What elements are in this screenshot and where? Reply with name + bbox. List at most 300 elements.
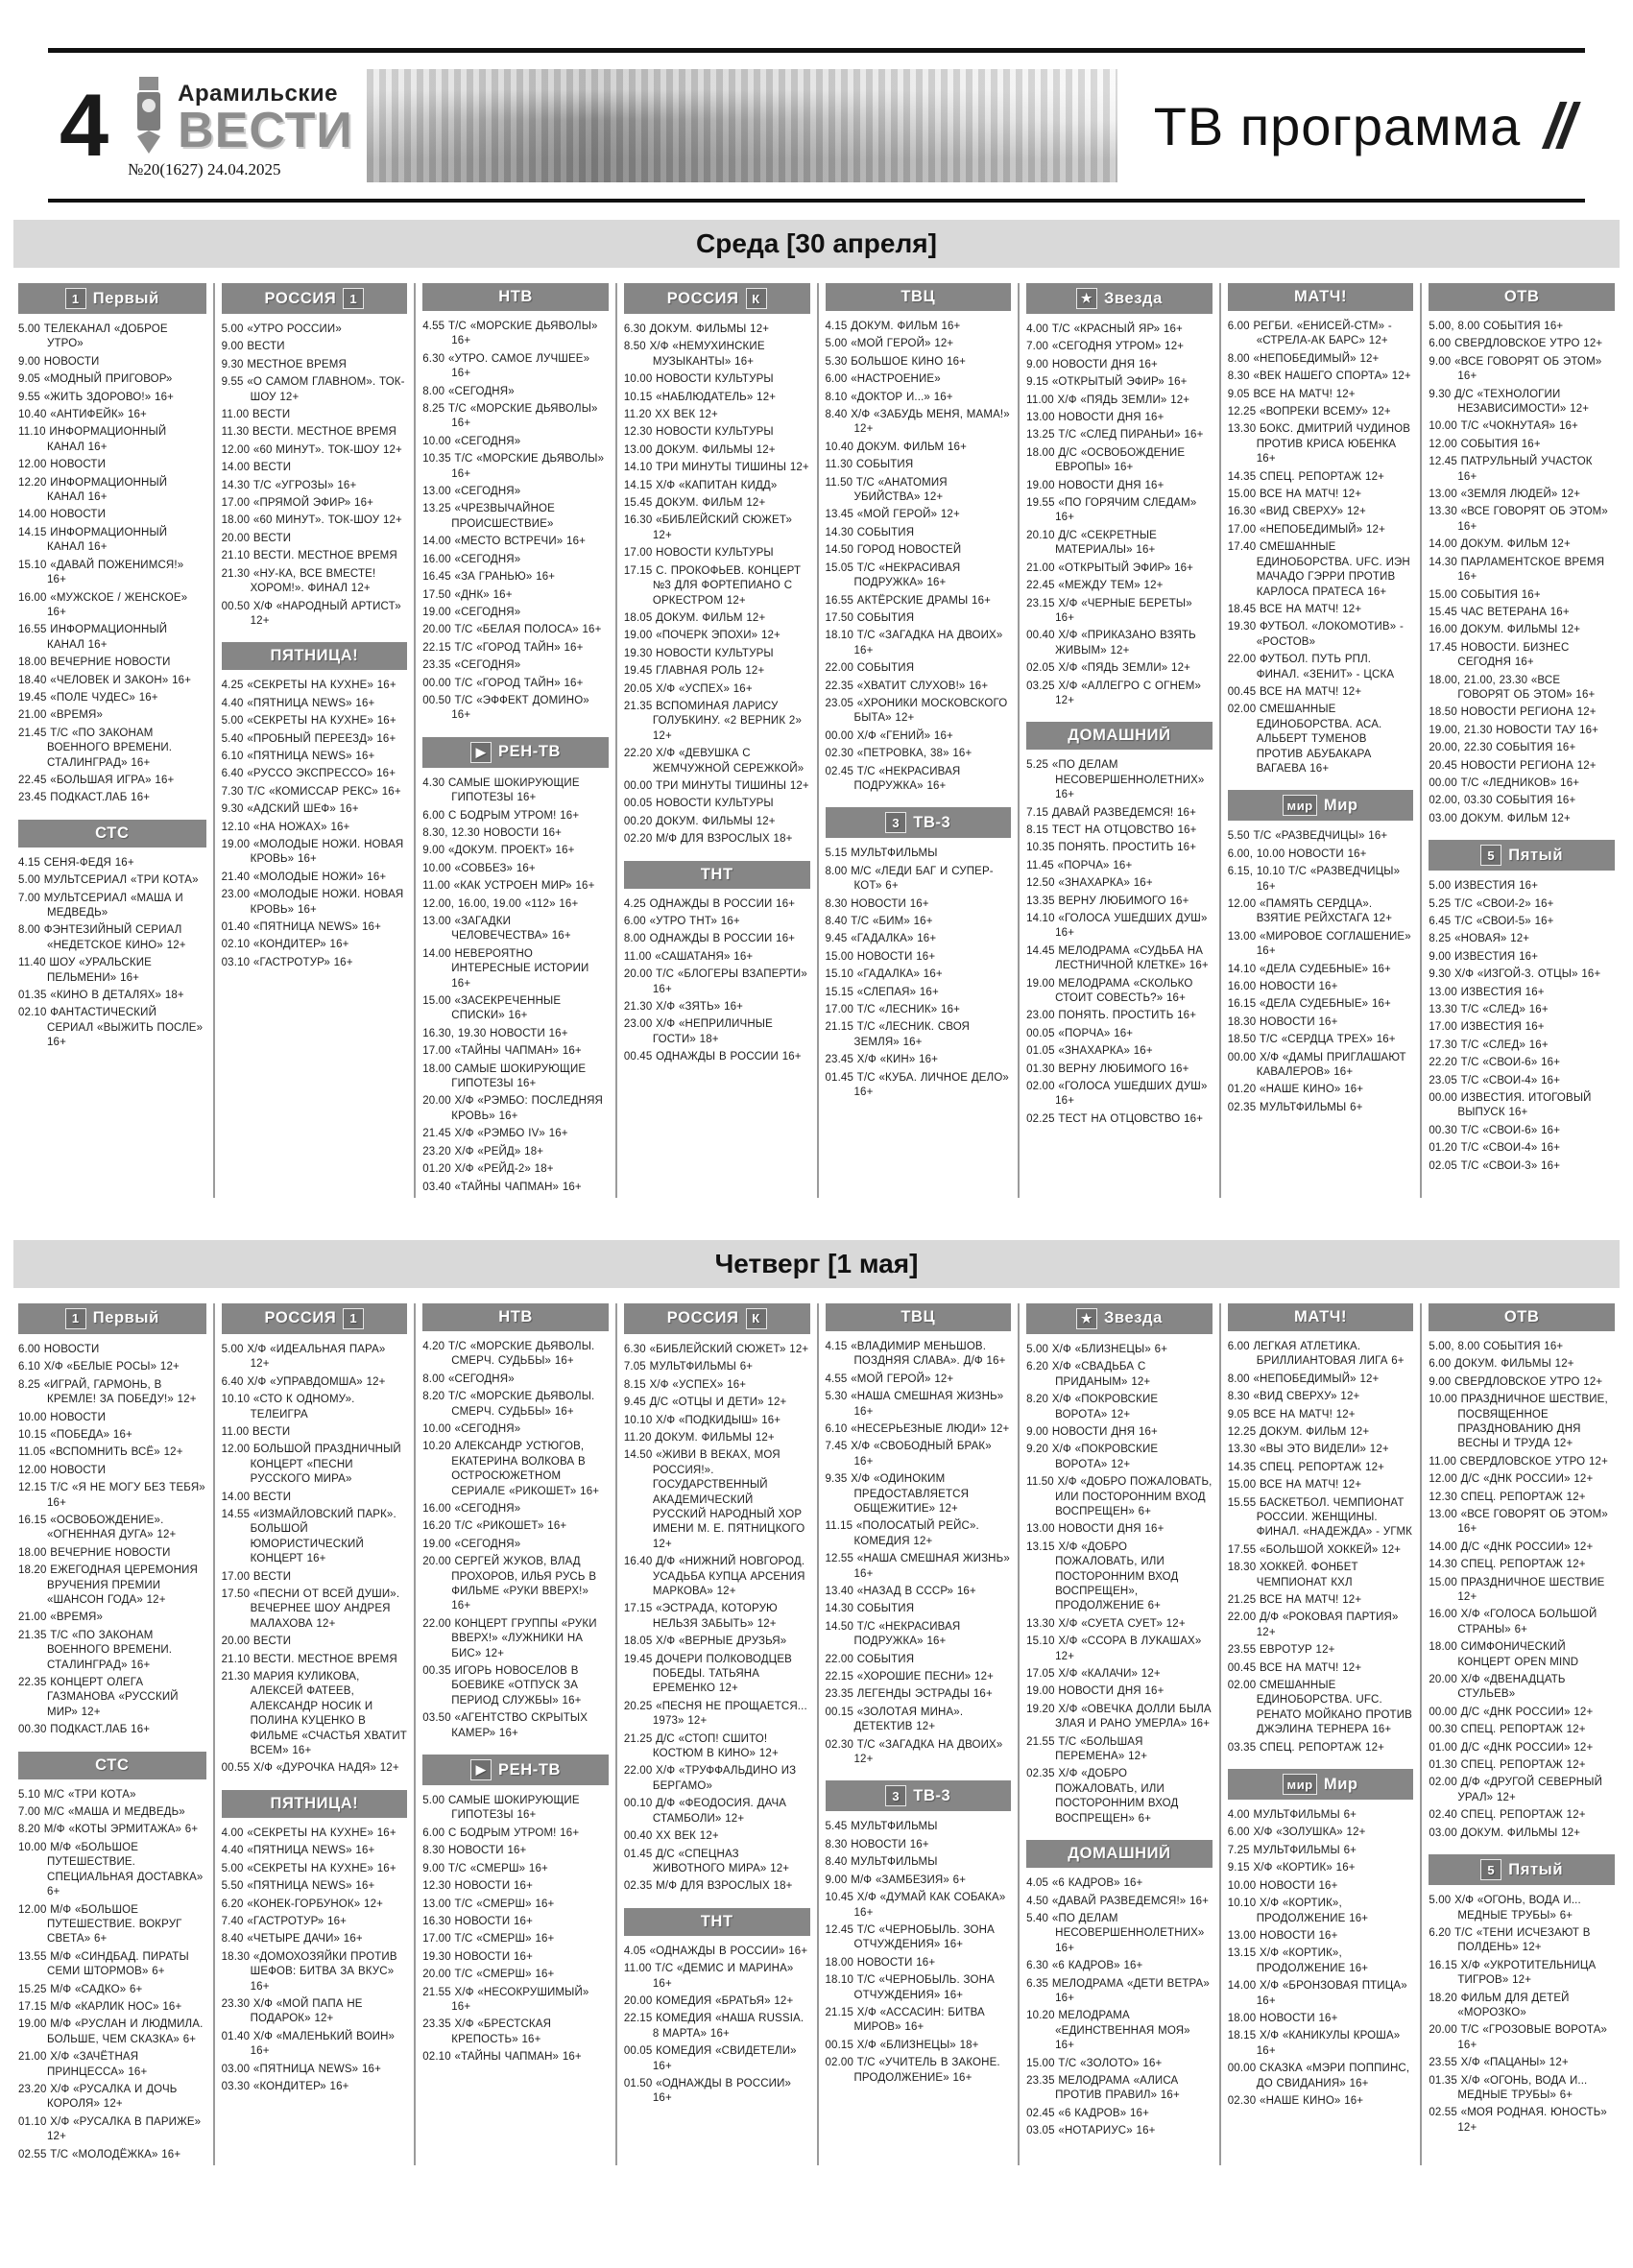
program-item: 00.15 «ЗОЛОТАЯ МИНА». ДЕТЕКТИВ 12+ [825,1706,964,1733]
program-item: 10.00 «СОВБЕЗ» 16+ [422,862,536,874]
program-item: 12.30 НОВОСТИ КУЛЬТУРЫ [623,426,774,439]
program-item: 22.00 КОНЦЕРТ ГРУППЫ «РУКИ ВВЕРХ!» «ЛУЖНИКИ НА БИС» 12+ [422,1617,597,1659]
program-item: 13.00 Т/С «СМЕРШ» 16+ [422,1898,555,1910]
program-item: 18.00 САМЫЕ ШОКИРУЮЩИЕ ГИПОТЕЗЫ 16+ [422,1062,587,1090]
program-item: 14.30 СОБЫТИЯ [825,1603,915,1615]
pyatiy-logo-icon: 5 [1480,1859,1501,1880]
program-item: 6.00 С БОДРЫМ УТРОМ! 16+ [422,809,580,822]
program-item: 18.45 ВСЕ НА МАТЧ! 12+ [1227,603,1362,615]
program-item: 11.00 «КАК УСТРОЕН МИР» 16+ [422,880,595,893]
program-item: 9.00 М/Ф «ЗАМБЕЗИЯ» 6+ [825,1874,967,1886]
program-item: 18.00 ВЕЧЕРНИЕ НОВОСТИ [18,657,171,669]
channel-header-tv3 [826,807,1012,838]
listing-column [12,1303,213,2165]
program-item: 15.10 «ДАВАЙ ПОЖЕНИМСЯ!» 16+ [18,559,184,586]
program-item: 8.20 Т/С «МОРСКИЕ ДЬЯВОЛЫ. СМЕРЧ. СУДЬБЫ» 16+ [422,1391,595,1418]
program-item: 23.35 МЕЛОДРАМА «АЛИСА ПРОТИВ ПРАВИЛ» 16+ [1026,2074,1180,2102]
program-item: 15.00 ВСЕ НА МАТЧ! 12+ [1227,1479,1362,1492]
program-item: 22.20 Т/С «СВОИ-6» 16+ [1429,1057,1561,1069]
program-item: 8.30 НОВОСТИ 16+ [825,897,929,910]
program-item: 12.00, 16.00, 19.00 «112» 16+ [422,897,579,910]
pyatiy-logo-icon: 5 [1480,845,1501,866]
program-item: 22.00 ФУТБОЛ. ПУТЬ РПЛ. ФИНАЛ. «ЗЕНИТ» - ЦСКА [1227,654,1395,680]
listing-column [817,283,1019,1198]
program-item: 21.00 Х/Ф «ЗАЧЁТНАЯ ПРИНЦЕССА» 16+ [18,2051,148,2078]
program-item: 12.50 «ЗНАХАРКА» 16+ [1026,877,1153,890]
program-item: 6.15, 10.10 Т/С «РАЗВЕДЧИЦЫ» 16+ [1227,866,1401,893]
program-item: 6.30 ДОКУМ. ФИЛЬМЫ 12+ [623,323,770,335]
program-item: 00.30 ПОДКАСТ.ЛАБ 16+ [18,1724,151,1736]
program-item: 02.00 Т/С «УЧИТЕЛЬ В ЗАКОНЕ. ПРОДОЛЖЕНИЕ» 16+ [825,2057,1000,2084]
program-item: 11.30 СОБЫТИЯ [825,459,914,471]
program-item: 12.00 «ПАМЯТЬ СЕРДЦА». ВЗЯТИЕ РЕЙХСТАГА 12+ [1227,898,1393,925]
program-item: 9.05 ВСЕ НА МАТЧ! 12+ [1227,1408,1356,1420]
channel-name: Первый [92,289,159,307]
program-item: 18.50 Т/С «СЕРДЦА ТРЕХ» 16+ [1227,1034,1396,1046]
program-item: 6.00 НОВОСТИ [18,1343,100,1355]
program-item: 00.55 Х/Ф «ДУРОЧКА НАДЯ» 12+ [221,1762,399,1775]
program-item: 17.15 «ЭСТРАДА, КОТОРУЮ НЕЛЬЗЯ ЗАБЫТЬ» 12+ [623,1603,778,1630]
program-item: 16.30 «ВИД СВЕРХУ» 12+ [1227,506,1366,518]
program-item: 22.15 Т/С «ГОРОД ТАЙН» 16+ [422,641,584,654]
channel-name: ДОМАШНИЙ [1068,1845,1171,1863]
program-item: 4.00 МУЛЬТФИЛЬМЫ 6+ [1227,1809,1357,1822]
program-item: 17.15 С. ПРОКОФЬЕВ. КОНЦЕРТ №3 ДЛЯ ФОРТЕПИАНО С ОРКЕСТРОМ 12+ [623,564,802,607]
program-item: 5.00 ТЕЛЕКАНАЛ «ДОБРОЕ УТРО» [18,323,168,350]
channel-header-sts [18,1752,206,1779]
program-item: 14.30 Т/С «УГРОЗЫ» 16+ [221,479,357,491]
program-item: 00.20 ДОКУМ. ФИЛЬМЫ 12+ [623,815,776,827]
program-item: 14.45 МЕЛОДРАМА «СУДЬБА НА ЛЕСТНИЧНОЙ КЛЕТКЕ» 16+ [1026,944,1209,972]
program-item: 19.00 «ПОЧЕРК ЭПОХИ» 12+ [623,630,780,642]
program-item: 01.40 Х/Ф «МАЛЕНЬКИЙ ВОИН» 16+ [221,2030,396,2058]
program-item: 00.10 Д/Ф «ФЕОДОСИЯ. ДАЧА СТАМБОЛИ» 12+ [623,1798,787,1825]
program-item: 13.00 НОВОСТИ ДНЯ 16+ [1026,412,1165,424]
program-item: 23.15 Х/Ф «ЧЕРНЫЕ БЕРЕТЫ» 16+ [1026,597,1192,624]
program-item: 4.50 «ДАВАЙ РАЗВЕДЕМСЯ!» 16+ [1026,1895,1210,1907]
program-item: 8.50 Х/Ф «НЕМУХИНСКИЕ МУЗЫКАНТЫ» 16+ [623,341,765,368]
program-item: 13.15 Х/Ф «ДОБРО ПОЖАЛОВАТЬ, ИЛИ ПОСТОРОННИМ ВХОД ВОСПРЕЩЕН», ПРОДОЛЖЕНИЕ 6+ [1026,1540,1179,1612]
program-item: 02.20 М/Ф ДЛЯ ВЗРОСЛЫХ 18+ [623,833,793,846]
program-item: 00.50 Х/Ф «НАРОДНЫЙ АРТИСТ» 12+ [221,600,401,627]
program-item: 6.00 РЕГБИ. «ЕНИСЕЙ-СТМ» - «СТРЕЛА-АК БАРС» 12+ [1227,321,1392,347]
program-item: 7.00 МУЛЬТСЕРИАЛ «МАША И МЕДВЕДЬ» [18,892,183,919]
program-item: 10.10 Х/Ф «ПОДКИДЫШ» 16+ [623,1414,781,1426]
listing-column [1018,1303,1219,2165]
program-item: 4.00 «СЕКРЕТЫ НА КУХНЕ» 16+ [221,1826,396,1839]
program-item: 15.00 ПРАЗДНИЧНОЕ ШЕСТВИЕ 12+ [1429,1576,1605,1603]
program-item: 19.00 НОВОСТИ ДНЯ 16+ [1026,479,1165,491]
program-item: 13.55 М/Ф «СИНДБАД. ПИРАТЫ СЕМИ ШТОРМОВ» 6+ [18,1950,189,1978]
program-item: 8.20 Х/Ф «ПОКРОВСКИЕ ВОРОТА» 12+ [1026,1394,1159,1420]
channel-name: Пятый [1508,1860,1564,1878]
program-item: 14.55 «ИЗМАЙЛОВСКИЙ ПАРК». БОЛЬШОЙ ЮМОРИСТИЧЕСКИЙ КОНЦЕРТ 16+ [221,1508,396,1565]
program-item: 4.15 «ВЛАДИМИР МЕНЬШОВ. ПОЗДНЯЯ СЛАВА». Д/Ф 16+ [825,1340,1006,1368]
program-item: 11.40 ШОУ «УРАЛЬСКИЕ ПЕЛЬМЕНИ» 16+ [18,957,152,984]
channel-name: РОССИЯ [666,289,739,307]
program-item: 15.00 НОВОСТИ 16+ [825,950,936,963]
program-item: 22.00 СОБЫТИЯ [825,1653,915,1665]
program-item: 9.20 Х/Ф «ПОКРОВСКИЕ ВОРОТА» 12+ [1026,1444,1159,1470]
program-item: 20.45 НОВОСТИ РЕГИОНА 12+ [1429,759,1597,772]
channel-header-zvezda [1026,1303,1213,1334]
program-item: 00.00 Х/Ф «ГЕНИЙ» 16+ [825,729,953,742]
program-item: 16.55 ИНФОРМАЦИОННЫЙ КАНАЛ 16+ [18,624,168,651]
program-item: 18.00 ВЕЧЕРНИЕ НОВОСТИ [18,1546,171,1559]
program-item: 12.15 Т/С «Я НЕ МОГУ БЕЗ ТЕБЯ» 16+ [18,1482,205,1509]
program-item: 5.00, 8.00 СОБЫТИЯ 16+ [1429,321,1564,332]
program-item: 14.10 ТРИ МИНУТЫ ТИШИНЫ 12+ [623,462,809,474]
channel-name: РОССИЯ [264,1309,337,1327]
mir-logo-icon: мир [1283,795,1316,816]
program-item: 18.50 НОВОСТИ РЕГИОНА 12+ [1429,706,1597,719]
channel-header-mir [1228,1769,1414,1800]
program-item: 13.00 ДОКУМ. ФИЛЬМЫ 12+ [623,443,776,456]
program-item: 22.35 КОНЦЕРТ ОЛЕГА ГАЗМАНОВА «РУССКИЙ МИР» 12+ [18,1677,179,1718]
program-item: 16.55 АКТЁРСКИЕ ДРАМЫ 16+ [825,594,991,607]
program-item: 02.00 Д/Ф «ДРУГОЙ СЕВЕРНЫЙ УРАЛ» 12+ [1429,1777,1603,1803]
channel-name: ТНТ [700,1912,733,1930]
zvezda-logo-icon: ★ [1076,1308,1097,1329]
channel-header-otv [1429,1303,1615,1331]
program-item: 14.00 Х/Ф «БРОНЗОВАЯ ПТИЦА» 16+ [1227,1980,1407,2007]
channel-name: СТС [95,824,130,842]
decorative-slashes: // [1544,90,1572,161]
program-item: 00.15 Х/Ф «БЛИЗНЕЦЫ» 18+ [825,2039,979,2051]
channel-name: СТС [95,1755,130,1774]
program-item: 20.10 Д/С «СЕКРЕТНЫЕ МАТЕРИАЛЫ» 16+ [1026,529,1157,557]
rossiyak-logo-icon: К [746,288,767,309]
program-item: 14.00 ВЕСТИ [221,1491,292,1503]
program-item: 7.00 «СЕГОДНЯ УТРОМ» 12+ [1026,341,1185,353]
program-item: 4.30 САМЫЕ ШОКИРУЮЩИЕ ГИПОТЕЗЫ 16+ [422,776,580,804]
listing-column [414,1303,615,2165]
program-item: 00.40 XX ВЕК 12+ [623,1830,719,1843]
program-item: 23.05 «ХРОНИКИ МОСКОВСКОГО БЫТА» 12+ [825,697,1008,725]
program-item: 18.15 Х/Ф «КАНИКУЛЫ КРОША» 16+ [1227,2030,1401,2057]
program-item: 13.25 Т/С «СЛЕД ПИРАНЬИ» 16+ [1026,429,1204,442]
program-item: 18.00 Д/С «ОСВОБОЖДЕНИЕ ЕВРОПЫ» 16+ [1026,446,1186,474]
program-item: 6.10 Х/Ф «БЕЛЫЕ РОСЫ» 12+ [18,1361,180,1373]
program-item: 18.00, 21.00, 23.30 «ВСЕ ГОВОРЯТ ОБ ЭТОМ» 16+ [1429,674,1596,701]
issue-number: №20(1627) 24.04.2025 [128,159,281,179]
channel-header-tvc [826,283,1012,311]
program-item: 11.20 ДОКУМ. ФИЛЬМЫ 12+ [623,1431,775,1444]
program-item: 16.00 НОВОСТИ 16+ [1227,981,1338,993]
program-item: 00.05 НОВОСТИ КУЛЬТУРЫ [623,798,774,810]
program-item: 23.55 ЕВРОТУР 12+ [1227,1644,1335,1657]
channel-header-rossiya1 [222,283,408,314]
program-item: 15.15 «СЛЕПАЯ» 16+ [825,986,939,998]
program-item: 13.45 «МОЙ ГЕРОЙ» 12+ [825,509,960,521]
program-item: 01.45 Т/С «КУБА. ЛИЧНОЕ ДЕЛО» 16+ [825,1071,1009,1099]
channel-name: РЕН-ТВ [498,1760,562,1779]
program-item: 8.00 ОДНАЖДЫ В РОССИИ 16+ [623,933,796,945]
program-item: 6.30 «УТРО. САМОЕ ЛУЧШЕЕ» 16+ [422,352,590,380]
program-item: 9.30 Д/С «ТЕХНОЛОГИИ НЕЗАВИСИМОСТИ» 12+ [1429,388,1590,416]
program-item: 19.00 МЕЛОДРАМА «СКОЛЬКО СТОИТ СОВЕСТЬ?» 16+ [1026,977,1193,1005]
program-item: 7.40 «ГАСТРОТУР» 16+ [221,1915,348,1927]
program-item: 10.20 АЛЕКСАНДР УСТЮГОВ, ЕКАТЕРИНА ВОЛКОВА В ОСТРОСЮЖЕТНОМ СЕРИАЛЕ «РИКОШЕТ» 16+ [422,1441,600,1497]
listing-column [817,1303,1019,2165]
program-item: 20.00, 22.30 СОБЫТИЯ 16+ [1429,742,1576,754]
listings-grid-1 [0,1288,1633,2190]
program-item: 12.20 ИНФОРМАЦИОННЫЙ КАНАЛ 16+ [18,476,168,504]
program-item: 15.45 ДОКУМ. ФИЛЬМ 12+ [623,497,766,510]
program-item: 8.15 Х/Ф «УСПЕХ» 16+ [623,1378,747,1391]
program-item: 14.00 Д/С «ДНК РОССИИ» 12+ [1429,1540,1594,1553]
program-item: 23.45 Х/Ф «КИН» 16+ [825,1054,939,1066]
program-item: 8.00 «СЕГОДНЯ» [422,1373,515,1385]
program-item: 11.00 Х/Ф «ПЯДЬ ЗЕМЛИ» 12+ [1026,394,1190,406]
program-item: 02.10 «КОНДИТЕР» 16+ [221,939,349,951]
program-item: 18.30 «ДОМОХОЗЯЙКИ ПРОТИВ ШЕФОВ: БИТВА ЗА ВКУС» 16+ [221,1950,397,1993]
channel-name: ТНТ [700,865,733,883]
program-item: 7.15 ДАВАЙ РАЗВЕДЕМСЯ! 16+ [1026,806,1196,819]
program-item: 8.30 НОВОСТИ 16+ [422,1845,527,1857]
program-item: 23.20 Х/Ф «РЕЙД» 18+ [422,1145,544,1158]
zvezda-logo-icon: ★ [1076,288,1097,309]
channel-name: НТВ [498,1307,533,1325]
program-item: 10.45 Х/Ф «ДУМАЙ КАК СОБАКА» 16+ [825,1892,1006,1919]
program-item: 20.00 КОМЕДИЯ «БРАТЬЯ» 12+ [623,1994,794,2007]
listing-column [414,283,615,1198]
program-item: 13.00 НОВОСТИ ДНЯ 16+ [1026,1523,1165,1536]
channel-header-rossiyak [624,283,810,314]
program-item: 5.00 «МОЙ ГЕРОЙ» 12+ [825,338,954,350]
program-item: 5.00 «СЕКРЕТЫ НА КУХНЕ» 16+ [221,1862,396,1874]
listing-column [213,283,415,1198]
program-item: 11.15 «ПОЛОСАТЫЙ РЕЙС». КОМЕДИЯ 12+ [825,1520,979,1547]
program-item: 19.00, 21.30 НОВОСТИ ТАУ 16+ [1429,724,1599,736]
program-item: 14.50 ГОРОД НОВОСТЕЙ [825,544,962,557]
program-item: 11.50 Х/Ф «ДОБРО ПОЖАЛОВАТЬ, ИЛИ ПОСТОРОННИМ ВХОД ВОСПРЕЩЕН» 6+ [1026,1476,1213,1517]
program-item: 00.00 ТРИ МИНУТЫ ТИШИНЫ 12+ [623,779,809,792]
program-item: 17.00 «ТАЙНЫ ЧАПМАН» 16+ [422,1045,582,1058]
program-item: 6.30 «БИБЛЕЙСКИЙ СЮЖЕТ» 12+ [623,1343,809,1355]
program-item: 5.30 БОЛЬШОЕ КИНО 16+ [825,355,967,368]
program-item: 4.55 Т/С «МОРСКИЕ ДЬЯВОЛЫ» 16+ [422,321,598,347]
channel-name: Пятый [1508,846,1564,864]
program-item: 20.00 Т/С «БЕЛАЯ ПОЛОСА» 16+ [422,624,602,636]
channel-name: РОССИЯ [666,1309,739,1327]
program-item: 21.15 Т/С «ЛЕСНИК. СВОЯ ЗЕМЛЯ» 16+ [825,1021,971,1048]
program-item: 9.05 «МОДНЫЙ ПРИГОВОР» [18,373,173,386]
program-item: 20.25 «ПЕСНЯ НЕ ПРОЩАЕТСЯ... 1973» 12+ [623,1700,807,1728]
program-item: 13.30 БОКС. ДМИТРИЙ ЧУДИНОВ ПРОТИВ КРИСА ЮБЕНКА 16+ [1227,423,1411,466]
program-item: 19.55 «ПО ГОРЯЧИМ СЛЕДАМ» 16+ [1026,497,1197,524]
program-item: 13.30 Х/Ф «СУЕТА СУЕТ» 12+ [1026,1617,1186,1630]
program-item: 18.00 СИМФОНИЧЕСКИЙ КОНЦЕРТ OPEN MIND [1429,1641,1579,1668]
channel-header-zvezda [1026,283,1213,314]
program-item: 10.40 ДОКУМ. ФИЛЬМ 16+ [825,441,967,453]
channel-header-match [1228,1303,1414,1331]
rossiya1-logo-icon: 1 [343,1308,364,1329]
program-item: 9.35 Х/Ф «ОДИНОКИМ ПРЕДОСТАВЛЯЕТСЯ ОБЩЕЖИТИЕ» 12+ [825,1473,970,1515]
program-item: 17.15 М/Ф «КАРЛИК НОС» 16+ [18,2000,182,2013]
channel-header-rentv [422,737,609,768]
program-item: 15.10 «ГАДАЛКА» 16+ [825,968,943,981]
program-item: 02.00 СМЕШАННЫЕ ЕДИНОБОРСТВА. UFC. РЕНАТО МОЙКАНО ПРОТИВ ДЖЭЛИНА ТЕРНЕРА 16+ [1227,1680,1412,1736]
listings-grid-0 [0,268,1633,1223]
program-item: 19.00 М/Ф «РУСЛАН И ЛЮДМИЛА. БОЛЬШЕ, ЧЕМ СКАЗКА» 6+ [18,2018,204,2045]
program-item: 21.10 ВЕСТИ. МЕСТНОЕ ВРЕМЯ [221,1653,397,1665]
program-item: 00.45 ВСЕ НА МАТЧ! 12+ [1227,685,1362,698]
program-item: 10.10 Х/Ф «КОРТИК», ПРОДОЛЖЕНИЕ 16+ [1227,1898,1369,1924]
program-item: 5.00 Х/Ф «ОГОНЬ, ВОДА И... МЕДНЫЕ ТРУБЫ» 6+ [1429,1895,1581,1922]
program-item: 17.40 СМЕШАННЫЕ ЕДИНОБОРСТВА. UFC. ИЭН МАЧАДО ГЭРРИ ПРОТИВ КАРЛОСА ПРАТЕСА 16+ [1227,541,1410,598]
tv-listings [0,220,1633,2190]
program-item: 10.00 НОВОСТИ 16+ [1227,1879,1338,1892]
program-item: 8.20 М/Ф «КОТЫ ЭРМИТАЖА» 6+ [18,1824,199,1836]
channel-name: ТВЦ [901,1307,936,1325]
program-item: 12.30 СПЕЦ. РЕПОРТАЖ 12+ [1429,1491,1586,1503]
program-item: 18.20 ФИЛЬМ ДЛЯ ДЕТЕЙ «МОРОЗКО» [1429,1992,1570,2018]
channel-header-pyatnica [222,1790,408,1818]
program-item: 02.35 Х/Ф «ДОБРО ПОЖАЛОВАТЬ, ИЛИ ПОСТОРОННИМ ВХОД ВОСПРЕЩЕН» 6+ [1026,1768,1179,1825]
program-item: 03.40 «ТАЙНЫ ЧАПМАН» 16+ [422,1181,582,1193]
program-item: 16.45 «ЗА ГРАНЬЮ» 16+ [422,571,556,584]
program-item: 03.10 «ГАСТРОТУР» 16+ [221,956,353,968]
program-item: 4.20 Т/С «МОРСКИЕ ДЬЯВОЛЫ. СМЕРЧ. СУДЬБЫ» 16+ [422,1340,595,1368]
city-panorama-photo [367,69,1117,182]
program-item: 14.00 ДОКУМ. ФИЛЬМ 12+ [1429,538,1571,551]
program-item: 15.00 СОБЫТИЯ 16+ [1429,588,1541,601]
program-item: 12.00 НОВОСТИ [18,459,107,471]
program-item: 12.00 «60 МИНУТ». ТОК-ШОУ 12+ [221,443,402,456]
program-item: 6.45 Т/С «СВОИ-5» 16+ [1429,916,1554,927]
program-item: 14.35 СПЕЦ. РЕПОРТАЖ 12+ [1227,470,1385,483]
program-item: 00.30 СПЕЦ. РЕПОРТАЖ 12+ [1429,1724,1586,1736]
program-item: 16.00 «СЕГОДНЯ» [422,553,521,565]
program-item: 9.00 «ДОКУМ. ПРОЕКТ» 16+ [422,845,575,857]
program-item: 10.00 «СЕГОДНЯ» [422,1422,521,1435]
program-item: 6.00 С БОДРЫМ УТРОМ! 16+ [422,1826,580,1839]
program-item: 03.05 «НОТАРИУС» 16+ [1026,2125,1156,2137]
program-item: 19.45 ДОЧЕРИ ПОЛКОВОДЦЕВ ПОБЕДЫ. ТАТЬЯНА ЕРЕМЕНКО 12+ [623,1653,792,1695]
listing-column [12,283,213,1198]
rossiya1-logo-icon: 1 [343,288,364,309]
program-item: 02.30 «ПЕТРОВКА, 38» 16+ [825,748,973,760]
program-item: 02.35 МУЛЬТФИЛЬМЫ 6+ [1227,1101,1363,1113]
program-item: 6.30 «6 КАДРОВ» 16+ [1026,1960,1143,1972]
program-item: 02.35 М/Ф ДЛЯ ВЗРОСЛЫХ 18+ [623,1880,793,1893]
program-item: 21.25 ВСЕ НА МАТЧ! 12+ [1227,1594,1362,1606]
program-item: 20.00 Т/С «БЛОГЕРЫ ВЗАПЕРТИ» 16+ [623,968,807,995]
program-item: 14.30 СОБЫТИЯ [825,526,915,538]
program-item: 17.00 ИЗВЕСТИЯ 16+ [1429,1021,1545,1034]
channel-name: Звезда [1103,289,1163,307]
program-item: 03.00 «ПЯТНИЦА NEWS» 16+ [221,2063,381,2075]
program-item: 19.30 НОВОСТИ КУЛЬТУРЫ [623,647,774,659]
program-item: 14.15 ИНФОРМАЦИОННЫЙ КАНАЛ 16+ [18,526,168,554]
program-item: 12.25 «ВОПРЕКИ ВСЕМУ» 12+ [1227,406,1391,418]
channel-header-pervyi [18,1303,206,1334]
channel-header-tnt [624,861,810,889]
program-item: 4.15 ДОКУМ. ФИЛЬМ 16+ [825,321,961,332]
program-item: 17.50 «ДНК» 16+ [422,588,513,601]
section-title: ТВ программа [1153,95,1522,156]
program-item: 10.35 ПОНЯТЬ. ПРОСТИТЬ 16+ [1026,842,1197,854]
program-item: 03.35 СПЕЦ. РЕПОРТАЖ 12+ [1227,1741,1385,1754]
program-item: 15.55 БАСКЕТБОЛ. ЧЕМПИОНАТ РОССИИ. ЖЕНЩИНЫ. ФИНАЛ. «НАДЕЖДА» - УГМК [1227,1496,1413,1539]
program-item: 12.45 Т/С «ЧЕРНОБЫЛЬ. ЗОНА ОТЧУЖДЕНИЯ» 16+ [825,1923,995,1951]
program-item: 10.00 НОВОСТИ КУЛЬТУРЫ [623,373,774,386]
program-item: 00.05 КОМЕДИЯ «СВИДЕТЕЛИ» 16+ [623,2045,797,2072]
program-item: 18.30 НОВОСТИ 16+ [1227,1015,1338,1028]
program-item: 8.00 «НЕПОБЕДИМЫЙ» 12+ [1227,1373,1380,1385]
channel-header-tnt [624,1908,810,1936]
program-item: 23.00 «МОЛОДЫЕ НОЖИ. НОВАЯ КРОВЬ» 16+ [221,889,404,916]
program-item: 17.00 «ПРЯМОЙ ЭФИР» 16+ [221,497,374,510]
program-item: 03.30 «КОНДИТЕР» 16+ [221,2080,349,2092]
program-item: 21.35 Т/С «ПО ЗАКОНАМ ВОЕННОГО ВРЕМЕНИ. СТАЛИНГРАД» 16+ [18,1629,173,1671]
program-item: 6.20 Х/Ф «СВАДЬБА С ПРИДАНЫМ» 12+ [1026,1361,1151,1388]
program-item: 00.35 ИГОРЬ НОВОСЕЛОВ В БОЕВИКЕ «ОТПУСК ЗА ПЕРИОД СЛУЖБЫ» 16+ [422,1665,582,1707]
program-item: 7.25 МУЛЬТФИЛЬМЫ 6+ [1227,1844,1357,1856]
program-item: 00.40 Х/Ф «ПРИКАЗАНО ВЗЯТЬ ЖИВЫМ» 12+ [1026,630,1196,657]
program-item: 12.00 НОВОСТИ [18,1464,107,1476]
program-item: 9.30 Х/Ф «ИЗГОЙ-3. ОТЦЫ» 16+ [1429,968,1601,981]
program-item: 14.30 ПАРЛАМЕНТСКОЕ ВРЕМЯ 16+ [1429,556,1605,584]
program-item: 7.00 М/С «МАША И МЕДВЕДЬ» [18,1806,185,1819]
program-item: 00.50 Т/С «ЭФФЕКТ ДОМИНО» 16+ [422,694,589,722]
program-item: 4.25 ОДНАЖДЫ В РОССИИ 16+ [623,897,796,910]
program-item: 6.20 Т/С «ТЕНИ ИСЧЕЗАЮТ В ПОЛДЕНЬ» 12+ [1429,1926,1591,1954]
channel-name: ТВЦ [901,288,936,305]
program-item: 13.00 «ВСЕ ГОВОРЯТ ОБ ЭТОМ» 16+ [1429,1508,1608,1536]
program-item: 00.00 Х/Ф «ДАМЫ ПРИГЛАШАЮТ КАВАЛЕРОВ» 16+ [1227,1051,1406,1079]
channel-header-match [1228,283,1414,311]
program-item: 02.00 СМЕШАННЫЕ ЕДИНОБОРСТВА. АСА. АЛЬБЕРТ ТУМЕНОВ ПРОТИВ АБУБАКАРА ВАГАЕВА 16+ [1227,704,1382,775]
program-item: 8.25 «ИГРАЙ, ГАРМОНЬ, В КРЕМЛЕ! ЗА ПОБЕДУ!» 12+ [18,1378,197,1406]
program-item: 9.00 «ВСЕ ГОВОРЯТ ОБ ЭТОМ» 16+ [1429,355,1602,383]
channel-header-ntv [422,283,609,311]
program-item: 11.00 Т/С «ДЕМИС И МАРИНА» 16+ [623,1963,794,1990]
program-item: 13.00 «СЕГОДНЯ» [422,486,521,498]
program-item: 11.00 СВЕРДЛОВСКОЕ УТРО 12+ [1429,1455,1608,1468]
program-item: 02.40 СПЕЦ. РЕПОРТАЖ 12+ [1429,1809,1586,1822]
listing-column [213,1303,415,2165]
channel-name: ПЯТНИЦА! [270,647,359,665]
program-item: 13.30 «ВЫ ЭТО ВИДЕЛИ» 12+ [1227,1444,1389,1456]
program-item: 8.30, 12.30 НОВОСТИ 16+ [422,826,563,839]
program-item: 16.30 НОВОСТИ 16+ [422,1915,533,1927]
program-item: 02.10 ФАНТАСТИЧЕСКИЙ СЕРИАЛ «ВЫЖИТЬ ПОСЛЕ» 16+ [18,1007,204,1049]
program-item: 20.00 ВЕСТИ [221,532,292,544]
program-item: 8.00 М/С «ЛЕДИ БАГ И СУПЕР-КОТ» 6+ [825,865,994,893]
program-item: 19.45 ГЛАВНАЯ РОЛЬ 12+ [623,665,765,678]
program-item: 13.35 ВЕРНУ ЛЮБИМОГО 16+ [1026,895,1189,907]
program-item: 13.00 «МИРОВОЕ СОГЛАШЕНИЕ» 16+ [1227,930,1411,958]
program-item: 6.00 Х/Ф «ЗОЛУШКА» 12+ [1227,1826,1366,1839]
program-item: 20.05 Х/Ф «УСПЕХ» 16+ [623,682,753,695]
program-item: 11.00 «САШАТАНЯ» 16+ [623,950,754,963]
channel-header-mir [1228,790,1414,821]
program-item: 02.55 Т/С «МОЛОДЁЖКА» 16+ [18,2148,181,2161]
program-item: 14.50 «ЖИВИ В ВЕКАХ, МОЯ РОССИЯ!». ГОСУДАРСТВЕННЫЙ АКАДЕМИЧЕСКИЙ РУССКИЙ НАРОДНЫЙ ХОР ИМЕНИ М. Е. ПЯТНИЦКОГО 12+ [623,1449,805,1550]
program-item: 16.00 ДОКУМ. ФИЛЬМЫ 12+ [1429,624,1581,636]
program-item: 6.40 «РУССО ЭКСПРЕССО» 16+ [221,768,396,780]
program-item: 01.35 «КИНО В ДЕТАЛЯХ» 18+ [18,990,184,1002]
program-item: 21.15 Х/Ф «АССАСИН: БИТВА МИРОВ» 16+ [825,2006,985,2034]
channel-name: ТВ-3 [913,813,951,831]
program-item: 13.00 ИЗВЕСТИЯ 16+ [1429,986,1545,998]
day-title-0: Среда [30 апреля] [13,220,1620,268]
program-item: 01.20 Х/Ф «РЕЙД-2» 18+ [422,1163,554,1176]
channel-name: РОССИЯ [264,289,337,307]
program-item: 02.00 «ГОЛОСА УШЕДШИХ ДУШ» 16+ [1026,1081,1208,1108]
